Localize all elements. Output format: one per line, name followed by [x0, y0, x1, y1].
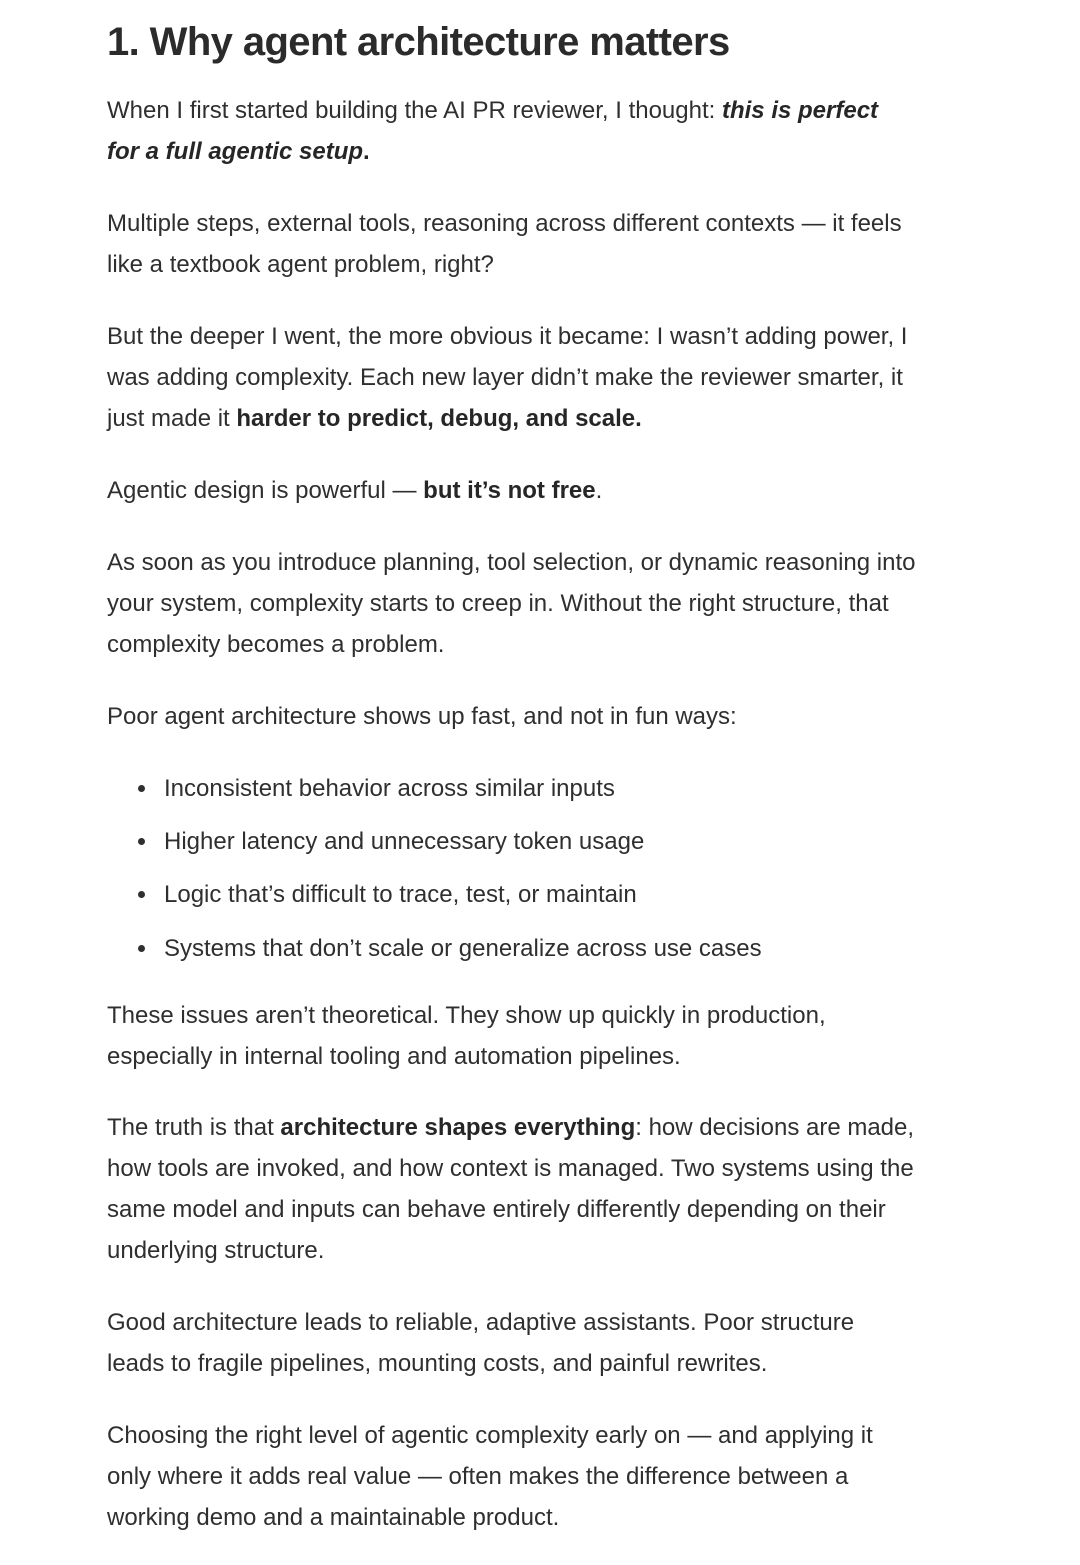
intro-emphasis-1: this is perfect — [721, 97, 879, 124]
paragraph-multiple-steps: Multiple steps, external tools, reasoning across different contexts — it feels like a textbook agent problem, right? — [107, 210, 902, 278]
paragraph-issues: These issues aren’t theoretical. They show up quickly in production, especially in internal tooling and automation pipelines. — [107, 1002, 826, 1070]
bullet-icon — [138, 945, 145, 952]
paragraph-agentic-design: Agentic design is powerful — but it’s not free. — [107, 477, 603, 504]
paragraph-deeper: But the deeper I went, the more obvious it became: I wasn’t adding power, I was adding complexity. Each new layer didn’t make the reviewer smarter, it just made it harder to predict, debug, and scale. — [107, 323, 908, 432]
agentic-emphasis: but it’s not free — [423, 477, 596, 504]
list-item: Systems that don’t scale or generalize across use cases — [164, 929, 762, 969]
list-item: Higher latency and unnecessary token usage — [164, 822, 644, 862]
paragraph-truth: The truth is that architecture shapes everything: how decisions are made, how tools are invoked, and how context is managed. Two systems using the same model and inputs can behave entirely differently depending on their underlying structure. — [107, 1114, 915, 1264]
intro-text: When I first started building the AI PR reviewer, I thought: — [107, 97, 722, 124]
list-item: Inconsistent behavior across similar inputs — [164, 769, 615, 809]
deeper-emphasis: harder to predict, debug, and scale. — [236, 405, 642, 432]
truth-emphasis: architecture shapes everything — [280, 1114, 636, 1141]
paragraph-intro — [107, 90, 987, 172]
paragraph-choosing: Choosing the right level of agentic complexity early on — and applying it only where it adds real value — often makes the difference between a working demo and a maintainable product. — [107, 1422, 873, 1531]
paragraph-complexity: As soon as you introduce planning, tool selection, or dynamic reasoning into your system, complexity starts to creep in. Without the right structure, that complexity becomes a problem. — [107, 549, 916, 658]
bullet-icon — [138, 891, 145, 898]
section-heading: 1. Why agent architecture matters — [107, 20, 730, 64]
intro-emphasis-2: for a full agentic setup. — [107, 138, 370, 165]
bullet-icon — [138, 785, 145, 792]
paragraph-good-architecture: Good architecture leads to reliable, adaptive assistants. Poor structure leads to fragile pipelines, mounting costs, and painful rewrites. — [107, 1309, 855, 1377]
paragraph-poor-architecture: Poor agent architecture shows up fast, and not in fun ways: — [107, 703, 737, 730]
list-item: Logic that’s difficult to trace, test, or maintain — [164, 875, 637, 915]
bullet-icon — [138, 838, 145, 845]
